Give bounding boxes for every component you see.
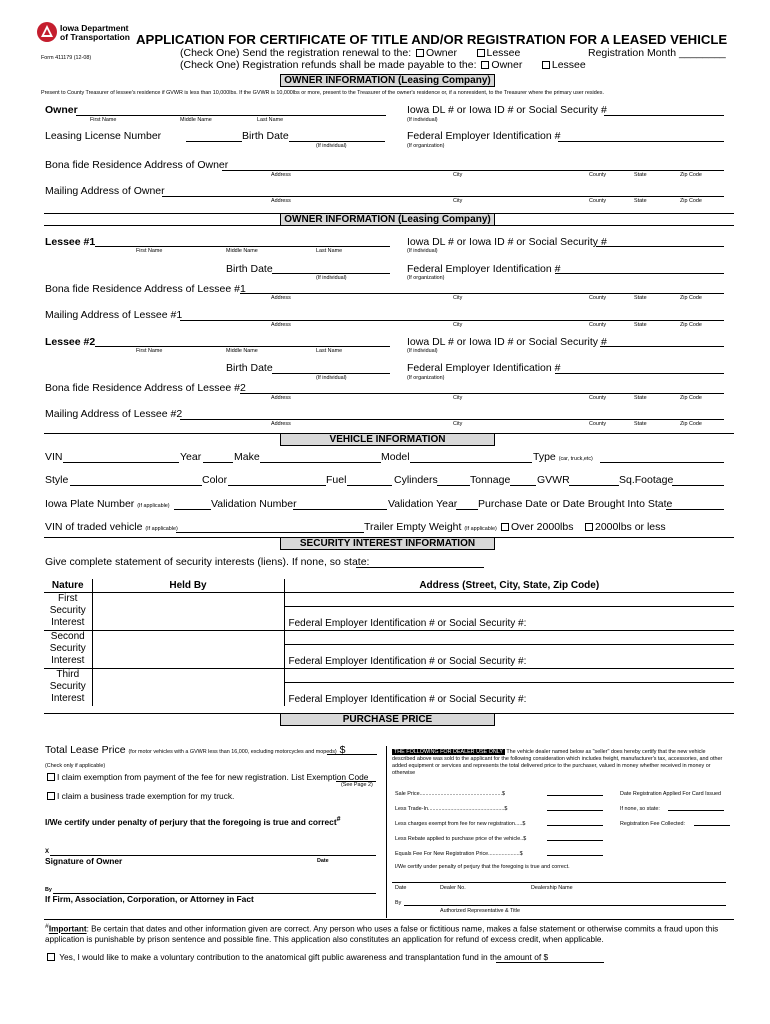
lessee2-if-individual: (If individual) [407,348,438,354]
refund-lessee-checkbox[interactable] [542,61,550,69]
lessee2-if-organization: (If organization) [407,375,445,381]
purchase-price-header: PURCHASE PRICE [280,713,495,726]
table-row [44,592,734,630]
lien-fein-second: Federal Employer Identification # or Social Security #: [288,655,527,667]
caption-city: City [453,295,463,301]
refund-lessee-label: Lessee [551,59,586,71]
lessee1-first-name-caption: First Name [136,248,163,254]
lien-address-first[interactable] [284,592,734,630]
caption-county: County [589,322,607,328]
agency-line1: Iowa Department [60,23,129,33]
plate-label: Iowa Plate Number (If applicable) [45,498,170,510]
owner-label: Owner [45,104,78,116]
dealer-date-caption: Date [395,885,407,891]
donation-amount-field[interactable] [496,962,604,963]
lien-nature-second: Second Security Interest [44,630,92,668]
form-title: APPLICATION FOR CERTIFICATE OF TITLE AND/OR REGISTRATION FOR A LEASED VEHICLE [136,32,728,47]
iowa-dot-logo [36,21,130,51]
lessee2-fein-field[interactable] [555,373,724,374]
type-field[interactable] [600,462,724,463]
signature-owner-caption: Signature of Owner [45,856,123,866]
caption-state: State [634,172,647,178]
lien-nature-first: First Security Interest [44,592,92,630]
caption-county: County [589,295,607,301]
owner-if-individual: (If individual) [407,117,438,123]
lessee2-birth-date-field[interactable] [272,373,390,374]
type-label: Type (car, truck,etc) [533,451,593,463]
caption-state: State [634,395,647,401]
caption-address: Address [271,198,291,204]
firm-by-mark: By [45,887,52,893]
dealer-certify: I/We certify under penalty of perjury that the foregoing is true and correct. [395,864,570,870]
table-row [44,668,734,706]
dealer-info-field[interactable] [392,882,726,883]
dealer-no-caption: Dealer No. [440,885,466,891]
caption-zip: Zip Code [680,198,702,204]
sqft-label: Sq.Footage [619,474,674,486]
refund-line: (Check One) Registration refunds shall be made payable to the: Owner Lessee [180,59,586,71]
over-2000-option[interactable]: Over 2000lbs [499,521,573,533]
owner-mailing-field[interactable] [162,196,724,197]
lessee1-fein-field[interactable] [555,273,724,274]
fee-collected-label: Registration Fee Collected: [620,821,686,827]
lien-address-third[interactable] [284,668,734,706]
plate-field[interactable] [174,509,211,510]
fuel-field[interactable] [347,485,392,486]
lessee2-bona-fide-label: Bona fide Residence Address of Lessee #2 [45,382,246,394]
lien-fein-first: Federal Employer Identification # or Social Security #: [288,617,527,629]
fee-collected-field[interactable] [694,825,730,826]
iowa-dot-emblem-icon [36,21,58,43]
total-lease-label: Total Lease Price (for motor vehicles with a GVWR less than 16,000, excluding motorcycles and mopeds) $ [45,744,346,756]
make-label: Make [234,451,260,463]
caption-address: Address [271,395,291,401]
rebate-field[interactable] [547,840,603,841]
under-2000-checkbox[interactable] [585,523,593,531]
caption-city: City [453,198,463,204]
dealership-name-caption: Dealership Name [531,885,573,891]
if-none-label: If none, so state: [620,806,660,812]
total-lease-field[interactable] [327,754,377,755]
caption-state: State [634,322,647,328]
caption-county: County [589,421,607,427]
leasing-license-field[interactable] [186,141,242,142]
caption-zip: Zip Code [680,295,702,301]
owner-iowa-dl-label: Iowa DL # or Iowa ID # or Social Security # [407,104,607,116]
caption-address: Address [271,295,291,301]
vin-field[interactable] [63,462,179,463]
donation-checkbox[interactable] [47,953,55,961]
lien-held-by-third[interactable] [92,668,284,706]
lessee2-bona-fide-field[interactable] [240,393,724,394]
check-only-note: (Check only if applicable) [45,763,106,769]
lessee1-iowa-dl-field[interactable] [596,246,724,247]
refund-owner-label: Owner [491,59,523,71]
dealer-rep-field[interactable] [404,905,726,906]
agency-line2: of Transportation [60,32,130,42]
lien-nature-third: Third Security Interest [44,668,92,706]
table-row [44,630,734,668]
caption-address: Address [271,322,291,328]
cylinders-field[interactable] [437,485,470,486]
caption-address: Address [271,421,291,427]
validation-year-label: Validation Year [388,498,458,510]
model-field[interactable] [410,462,532,463]
less-charges-label: Less charges exempt from fee for new registration.....$ [395,821,526,827]
style-label: Style [45,474,69,486]
dealer-rep-caption: Authorized Representative & Title [440,908,521,914]
important-notice: #Important: Be certain that dates and other information given are correct. Any person who uses a false or fictitious name, makes a false statement or otherwise commits a fraud upon this application is punishable by prison sentence and possible fine. This application also constitutes an application for refund of excess credit, when applicable. [45,923,719,944]
owner-name-field[interactable] [76,115,386,116]
lessee2-birth-date-label: Birth Date [226,362,273,374]
equals-fee-label: Equals Fee For New Registration Price.....................$ [395,851,523,857]
renewal-lessee-label: Lessee [486,47,521,59]
lessee1-iowa-dl-label: Iowa DL # or Iowa ID # or Social Security # [407,236,607,248]
lien-address-second[interactable] [284,630,734,668]
renewal-owner-checkbox[interactable] [416,49,424,57]
caption-city: City [453,421,463,427]
validation-year-field[interactable] [456,509,478,510]
caption-zip: Zip Code [680,395,702,401]
signature-date-caption: Date [317,858,329,864]
lessee1-bona-fide-field[interactable] [240,293,724,294]
caption-county: County [589,172,607,178]
liens-header-nature: Nature [44,579,92,592]
registration-month[interactable]: Registration Month ________ [588,47,726,59]
less-charges-field[interactable] [547,825,603,826]
donation-line: Yes, I would like to make a voluntary contribution to the anatomical gift public awareness and transplantation fund in the amount of $ [45,952,548,962]
lien-held-by-second[interactable] [92,630,284,668]
lessee2-birth-if-individual: (If individual) [316,375,347,381]
lessee2-mailing-label: Mailing Address of Lessee #2 [45,408,183,420]
firm-caption: If Firm, Association, Corporation, or Attorney in Fact [45,894,254,904]
liens-header-held-by: Held By [92,579,284,592]
lessee1-birth-if-individual: (If individual) [316,275,347,281]
exemption-checkbox[interactable] [47,773,55,781]
rebate-label: Less Rebate applied to purchase price of the vehicle..$ [395,836,527,842]
owner-birth-date-label: Birth Date [242,130,289,142]
owner-last-name-caption: Last Name [257,117,284,123]
equals-fee-field[interactable] [547,855,603,856]
owner-iowa-dl-field[interactable] [604,115,724,116]
lessee1-label: Lessee #1 [45,236,96,248]
liens-table [44,579,734,706]
lessee-info-header: OWNER INFORMATION (Leasing Company) [280,213,495,226]
validation-number-label: Validation Number [211,498,297,510]
lessee1-last-name-caption: Last Name [316,248,343,254]
lessee1-middle-name-caption: Middle Name [226,248,258,254]
less-trade-field[interactable] [547,810,603,811]
lessee1-bona-fide-label: Bona fide Residence Address of Lessee #1 [45,283,246,295]
lien-held-by-first[interactable] [92,592,284,630]
gvwr-field[interactable] [569,485,619,486]
date-applied-label: Date Registration Applied For Card Issued [620,791,721,797]
caption-zip: Zip Code [680,172,702,178]
owner-bona-fide-field[interactable] [222,170,724,171]
owner-fein-label: Federal Employer Identification # [407,130,561,142]
security-statement-label: Give complete statement of security interests (liens). If none, so state: [45,556,370,568]
owner-middle-name-caption: Middle Name [180,117,212,123]
tonnage-label: Tonnage [470,474,511,486]
lessee2-iowa-dl-field[interactable] [600,346,724,347]
lessee2-fein-label: Federal Employer Identification # [407,362,561,374]
owner-if-organization: (If organization) [407,143,445,149]
caption-city: City [453,395,463,401]
lessee2-name-field[interactable] [95,346,390,347]
owner-first-name-caption: First Name [90,117,117,123]
owner-birth-if-individual: (If individual) [316,143,347,149]
lessee2-label: Lessee #2 [45,336,96,348]
lessee2-middle-name-caption: Middle Name [226,348,258,354]
liens-header-address: Address (Street, City, State, Zip Code) [284,579,734,592]
security-info-header: SECURITY INTEREST INFORMATION [280,537,495,550]
year-label: Year [180,451,202,463]
vehicle-info-header: VEHICLE INFORMATION [280,433,495,446]
style-field[interactable] [70,485,202,486]
sqft-field[interactable] [672,485,724,486]
dealer-by-mark: By [395,900,402,906]
caption-address: Address [271,172,291,178]
lessee2-last-name-caption: Last Name [316,348,343,354]
dealer-section [392,749,726,777]
see-page2-note: (See Page 2) [341,782,373,788]
owner-bona-fide-label: Bona fide Residence Address of Owner [45,159,229,171]
renewal-lessee-checkbox[interactable] [477,49,485,57]
make-field[interactable] [260,462,381,463]
color-label: Color [202,474,228,486]
sale-price-field[interactable] [547,795,603,796]
lessee1-birth-date-field[interactable] [272,273,390,274]
lessee2-first-name-caption: First Name [136,348,163,354]
fuel-label: Fuel [326,474,347,486]
tonnage-field[interactable] [510,485,536,486]
year-field[interactable] [203,462,233,463]
lessee1-fein-label: Federal Employer Identification # [407,263,561,275]
lessee2-iowa-dl-label: Iowa DL # or Iowa ID # or Social Security # [407,336,607,348]
caption-zip: Zip Code [680,421,702,427]
important-rule [44,919,734,920]
leasing-license-label: Leasing License Number [45,130,162,142]
model-label: Model [381,451,410,463]
lessee1-name-field[interactable] [95,246,390,247]
owner-info-header: OWNER INFORMATION (Leasing Company) [280,74,495,87]
purchase-date-field[interactable] [666,509,724,510]
lessee1-mailing-label: Mailing Address of Lessee #1 [45,309,183,321]
vin-label: VIN [45,451,63,463]
owner-x-mark: X [45,849,50,855]
owner-note: Present to County Treasurer of lessee's residence if GVWR is less than 10,000lbs. If the GVWR is 10,000lbs or more, present to the Treasurer of the owner's residence or, if a nonresident, to the Treasurer where the primary user resides. [41,90,604,96]
lessee1-birth-date-label: Birth Date [226,263,273,275]
lien-fein-third: Federal Employer Identification # or Social Security #: [288,694,527,705]
lessee1-mailing-field[interactable] [180,320,724,321]
dealer-certification-text: THE FOLLOWING FOR DEALER USE ONLY The vehicle dealer named below as "seller" does hereby certify that the new vehicle described above was sold to the applicant for the following consideration which includes freight, manufacturer's tax, accessories, and other added equipment or services and represents the total delivered price to the purchaser, valued in money whether received in money or otherwise [392,749,723,776]
trade-exempt-line: I claim a business trade exemption for my truck. [45,791,234,801]
over-2000-checkbox[interactable] [501,523,509,531]
validation-number-field[interactable] [293,509,387,510]
owner-certify: I/We certify under penalty of perjury that the foregoing is true and correct# [45,816,341,827]
vin-traded-field[interactable] [176,532,364,533]
owner-fein-field[interactable] [558,141,724,142]
caption-state: State [634,295,647,301]
purchase-date-label: Purchase Date or Date Brought Into State [478,498,673,510]
lessee2-mailing-field[interactable] [180,419,724,420]
security-statement-field[interactable] [356,567,484,568]
caption-city: City [453,322,463,328]
cylinders-label: Cylinders [394,474,438,486]
refund-owner-checkbox[interactable] [481,61,489,69]
dealer-use-only-badge: THE FOLLOWING FOR DEALER USE ONLY [394,749,503,755]
dealer-divider [386,746,387,918]
trailer-weight-label: Trailer Empty Weight (If applicable) [364,521,497,533]
gvwr-label: GVWR [537,474,570,486]
owner-mailing-label: Mailing Address of Owner [45,185,165,197]
renewal-line: (Check One) Send the registration renewal to the: Owner Lessee [180,47,521,59]
caption-state: State [634,421,647,427]
form-number: Form 411179 (12-08) [41,55,92,61]
owner-birth-date-field[interactable] [289,141,385,142]
lessee1-if-individual: (If individual) [407,248,438,254]
caption-county: County [589,198,607,204]
caption-zip: Zip Code [680,322,702,328]
caption-state: State [634,198,647,204]
less-trade-label: Less Trade-In...................................................$ [395,806,508,812]
color-field[interactable] [228,485,326,486]
caption-county: County [589,395,607,401]
trade-exempt-checkbox[interactable] [47,792,55,800]
lessee1-if-organization: (If organization) [407,275,445,281]
renewal-owner-label: Owner [426,47,457,59]
under-2000-option[interactable]: 2000lbs or less [583,521,666,533]
exemption-line: I claim exemption from payment of the fee for new registration. List Exemption Code [45,772,368,782]
if-none-field[interactable] [668,810,724,811]
sale-price-label: Sale Price.......................................................$ [395,791,505,797]
caption-city: City [453,172,463,178]
vin-traded-label: VIN of traded vehicle (If applicable) [45,521,178,533]
